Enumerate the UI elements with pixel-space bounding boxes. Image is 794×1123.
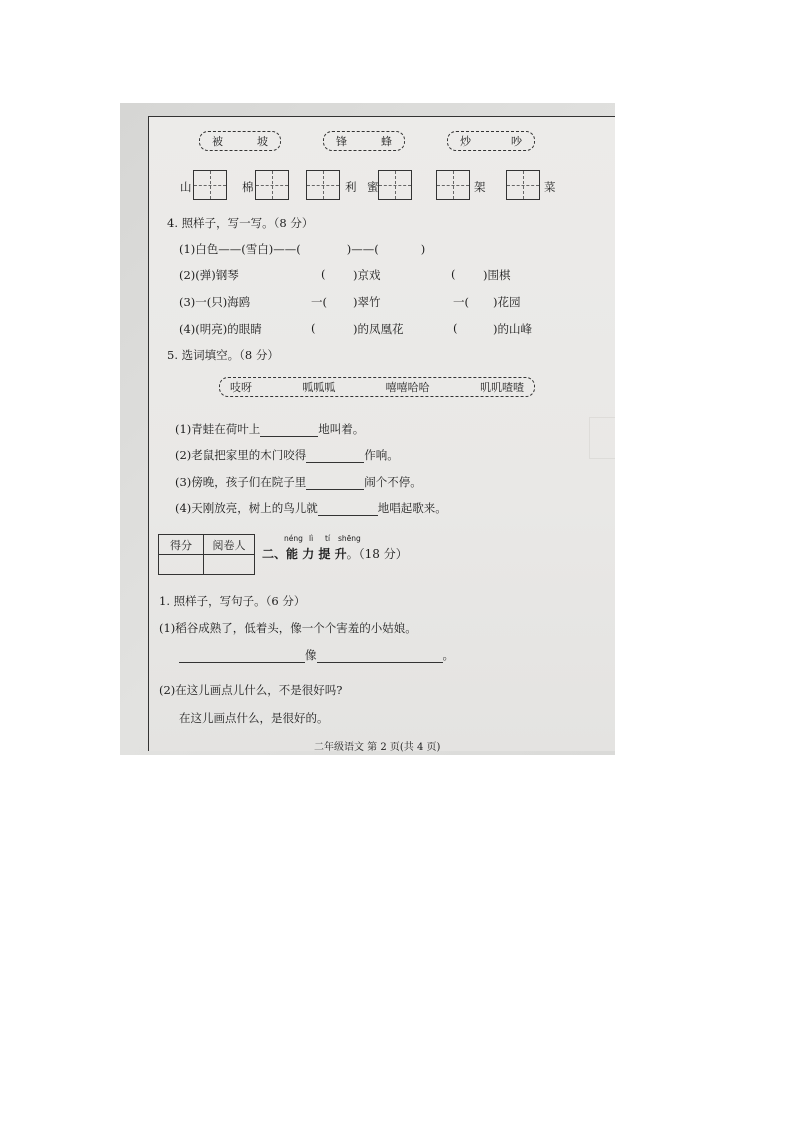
- writing-grid-5[interactable]: [436, 170, 470, 200]
- pair-box-1: [199, 131, 281, 151]
- pair-3-char-2: 吵: [511, 135, 522, 148]
- q5-s1-start: (1)青蛙在荷叶上: [175, 422, 261, 436]
- page-footer: 二年级语文 第 2 页(共 4 页): [314, 742, 441, 753]
- writing-grid-3[interactable]: [306, 170, 340, 200]
- q4-row-1-text-b: )——(: [346, 242, 379, 256]
- q5-word-4: 叽叽喳喳: [479, 381, 524, 394]
- section-2-prefix: 二、: [262, 547, 287, 561]
- q5-s4-start: (4)天刚放亮，树上的鸟儿就: [175, 501, 318, 515]
- q5-s4-end: 地唱起歌来。: [377, 501, 447, 515]
- q4-row-3-item-1: )翠竹: [353, 295, 381, 309]
- s2q1-example-2: (2)在这儿画点儿什么，不是很好吗?: [159, 683, 343, 697]
- q4-row-2-open-1: (: [321, 267, 326, 281]
- q4-row-4-open-1: (: [311, 321, 316, 335]
- q4-row-4-item-1: )的凤凰花: [353, 322, 404, 336]
- section-2-char-1: 能: [286, 547, 299, 561]
- grid-label-2: 棉: [242, 180, 254, 194]
- pinyin-1: néng: [284, 534, 303, 543]
- s2q1-fill-end: 。: [442, 648, 454, 662]
- q4-row-2-item-2: )围棋: [483, 268, 511, 282]
- q4-row-3-item-2: )花园: [493, 295, 521, 309]
- s2q1-fill-mid: 像: [305, 648, 317, 662]
- q5-s3-end: 闹个不停。: [364, 475, 422, 489]
- writing-grid-1[interactable]: [193, 170, 227, 200]
- q4-row-4-item-2: )的山峰: [493, 322, 532, 336]
- pair-1-char-2: 坡: [257, 135, 268, 148]
- s2q1-title: 1. 照样子，写句子。（6 分）: [159, 594, 306, 608]
- pinyin-3: tí: [325, 534, 331, 543]
- q5-s1-end: 地叫着。: [318, 422, 365, 436]
- section-2-char-2: 力: [302, 547, 315, 561]
- q5-s2-end: 作响。: [364, 448, 399, 462]
- q5-s1-blank[interactable]: [260, 424, 318, 437]
- q4-row-4-open-2: (: [453, 321, 458, 335]
- q5-word-2: 呱呱呱: [302, 381, 336, 394]
- q5-s3-start: (3)傍晚，孩子们在院子里: [175, 475, 307, 489]
- q4-row-3-open-2: 一(: [453, 295, 469, 309]
- q4-row-1-text-a: (1)白色——(雪白)——(: [179, 242, 301, 256]
- pair-3-char-1: 炒: [460, 135, 471, 148]
- q5-word-3: 嘻嘻哈哈: [385, 381, 430, 394]
- grid-label-4: 蜜: [367, 180, 379, 194]
- grid-label-5: 架: [474, 180, 486, 194]
- q5-sentence-4: [175, 500, 447, 516]
- q5-s2-blank[interactable]: [306, 450, 364, 463]
- score-cell[interactable]: [159, 555, 204, 575]
- pair-1-char-1: 被: [212, 135, 223, 148]
- scanned-photo: [120, 103, 615, 755]
- q4-row-2-example: (2)(弹)钢琴: [179, 268, 239, 282]
- q5-word-1: 吱呀: [230, 381, 252, 394]
- s2q1-example-1: (1)稻谷成熟了，低着头，像一个个害羞的小姑娘。: [159, 621, 417, 635]
- q5-sentence-3: [175, 474, 422, 490]
- pair-box-2: [323, 131, 405, 151]
- section-2-points: 。（18 分）: [346, 547, 408, 561]
- score-header: 得分: [159, 535, 204, 555]
- section-2-char-4: 升: [334, 547, 347, 561]
- grader-header: 阅卷人: [204, 535, 255, 555]
- section-2-heading: [262, 545, 408, 562]
- pinyin-2: lì: [309, 534, 314, 543]
- q4-row-3-example: (3)一(只)海鸥: [179, 295, 251, 309]
- q5-s3-blank[interactable]: [306, 477, 364, 490]
- q5-title: 5. 选词填空。（8 分）: [167, 348, 279, 362]
- q5-word-bank: [219, 377, 535, 397]
- s2q1-example-2-answer: 在这儿画点什么，是很好的。: [179, 711, 329, 725]
- writing-grid-2[interactable]: [255, 170, 289, 200]
- exam-paper: [148, 116, 615, 751]
- q4-title: 4. 照样子，写一写。（8 分）: [167, 216, 314, 230]
- pair-2-char-1: 锋: [336, 135, 347, 148]
- pair-box-3: [447, 131, 535, 151]
- q4-row-1-text-c: ): [420, 242, 426, 256]
- score-table: [158, 534, 255, 575]
- q4-row-1: [179, 241, 425, 257]
- q5-s4-blank[interactable]: [318, 503, 378, 516]
- s2q1-blank-1[interactable]: [179, 650, 305, 663]
- grid-label-3: 利: [345, 180, 357, 194]
- q4-row-2-open-2: (: [451, 267, 456, 281]
- q5-sentence-1: [175, 421, 364, 437]
- section-2-char-3: 提: [318, 547, 331, 561]
- grid-label-1: 山: [180, 180, 192, 194]
- q4-row-4-example: (4)(明亮)的眼睛: [179, 322, 262, 336]
- q4-row-3-open-1: 一(: [311, 295, 327, 309]
- grid-label-6: 菜: [544, 180, 556, 194]
- pair-2-char-2: 蜂: [381, 135, 392, 148]
- s2q1-blank-2[interactable]: [317, 650, 443, 663]
- bleed-through-mark: [589, 417, 615, 459]
- q5-s2-start: (2)老鼠把家里的木门咬得: [175, 448, 307, 462]
- q4-row-2-item-1: )京戏: [353, 268, 381, 282]
- writing-grid-4[interactable]: [378, 170, 412, 200]
- writing-grid-6[interactable]: [506, 170, 540, 200]
- grader-cell[interactable]: [204, 555, 255, 575]
- q5-sentence-2: [175, 447, 399, 463]
- s2q1-fill-line: [179, 647, 454, 663]
- pinyin-4: shēng: [338, 534, 361, 543]
